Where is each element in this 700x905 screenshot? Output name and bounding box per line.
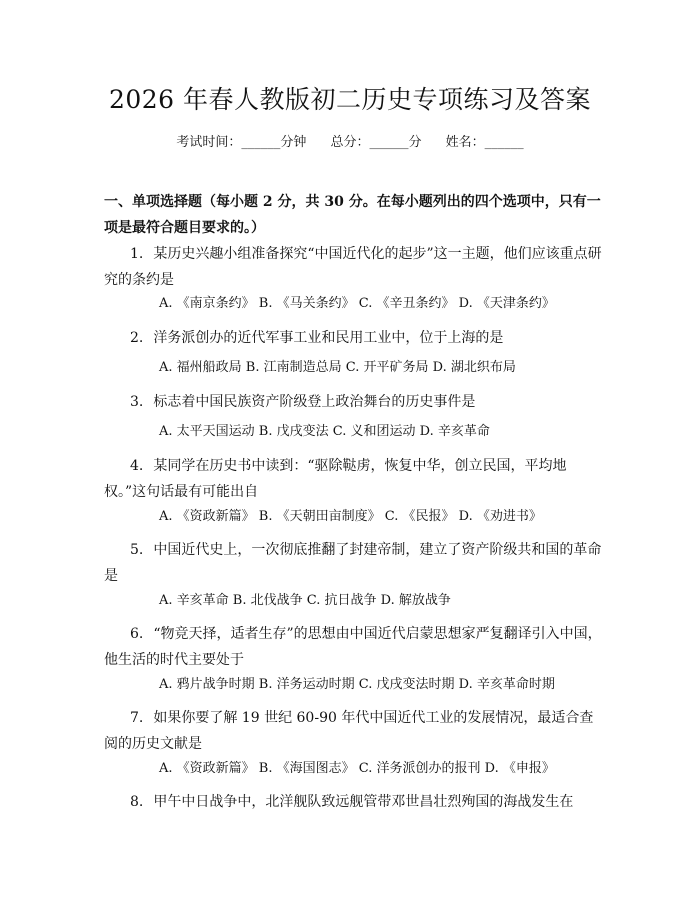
question-text: “物竞天择，适者生存”的思想由中国近代启蒙思想家严复翻译引入中国，他生活的时代主要处于 xyxy=(104,626,602,668)
question-5 xyxy=(104,537,604,589)
question-7-options: A. 《资政新篇》 B. 《海国图志》 C. 洋务派创办的报刊 D. 《申报》 xyxy=(159,761,555,776)
section-heading: 一、单项选择题（每小题 2 分，共 30 分。在每小题列出的四个选项中，只有一项是最符合题目要求的。） xyxy=(104,194,601,236)
question-8 xyxy=(104,789,604,815)
question-number: 5. xyxy=(130,542,144,558)
question-2 xyxy=(104,325,604,351)
question-text: 中国近代史上，一次彻底推翻了封建帝制，建立了资产阶级共和国的革命是 xyxy=(104,542,602,584)
question-7 xyxy=(104,705,604,757)
question-number: 7. xyxy=(130,710,144,726)
question-number: 4. xyxy=(130,458,144,474)
question-2-options: A. 福州船政局 B. 江南制造总局 C. 开平矿务局 D. 湖北织布局 xyxy=(159,360,516,375)
question-text: 某同学在历史书中读到：“驱除鞑虏，恢复中华，创立民国，平均地权。”这句话最有可能出自 xyxy=(104,458,567,500)
question-text: 某历史兴趣小组准备探究“中国近代化的起步”这一主题，他们应该重点研究的条约是 xyxy=(104,246,602,288)
total-score-field: 总分：______分 xyxy=(330,135,422,150)
student-name-field: 姓名：______ xyxy=(445,135,524,150)
question-number: 2. xyxy=(130,330,144,346)
exam-meta xyxy=(0,131,700,150)
question-number: 6. xyxy=(130,626,144,642)
question-number: 8. xyxy=(130,794,144,810)
question-text: 如果你要了解 19 世纪 60-90 年代中国近代工业的发展情况，最适合查阅的历史文献是 xyxy=(104,710,594,752)
question-6 xyxy=(104,621,604,673)
question-4-options: A. 《资政新篇》 B. 《天朝田亩制度》 C. 《民报》 D. 《劝进书》 xyxy=(159,509,542,524)
question-1-options: A. 《南京条约》 B. 《马关条约》 C. 《辛丑条约》 D. 《天津条约》 xyxy=(159,296,555,311)
question-4 xyxy=(104,453,604,505)
question-text: 甲午中日战争中，北洋舰队致远舰管带邓世昌壮烈殉国的海战发生在 xyxy=(153,794,574,810)
question-text: 标志着中国民族资产阶级登上政治舞台的历史事件是 xyxy=(153,394,476,410)
question-text: 洋务派创办的近代军事工业和民用工业中，位于上海的是 xyxy=(153,330,504,346)
question-number: 3. xyxy=(130,394,144,410)
page-title: 2026 年春人教版初二历史专项练习及答案 xyxy=(108,85,592,114)
question-1 xyxy=(104,241,604,293)
question-number: 1. xyxy=(130,246,144,262)
question-3 xyxy=(104,389,604,415)
question-5-options: A. 辛亥革命 B. 北伐战争 C. 抗日战争 D. 解放战争 xyxy=(159,593,451,608)
exam-time-field: 考试时间：______分钟 xyxy=(176,135,307,150)
question-6-options: A. 鸦片战争时期 B. 洋务运动时期 C. 戊戌变法时期 D. 辛亥革命时期 xyxy=(159,677,555,692)
question-3-options: A. 太平天国运动 B. 戊戌变法 C. 义和团运动 D. 辛亥革命 xyxy=(159,424,490,439)
